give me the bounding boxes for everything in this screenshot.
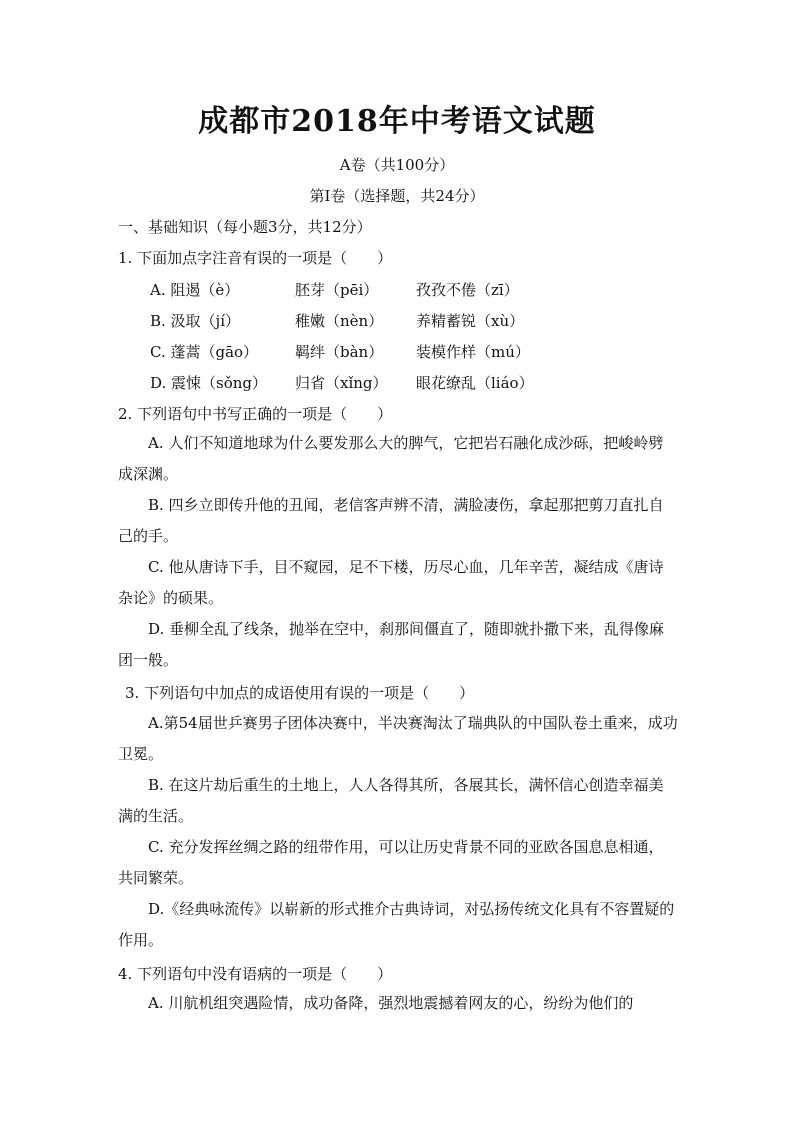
- q3-option-c: C. 充分发挥丝绸之路的纽带作用，可以让历史背景不同的亚欧各国息息相通，共同繁荣。: [118, 838, 664, 887]
- q1-option-a-2: 胚芽（pēi）: [295, 281, 379, 299]
- q2-option-c: C. 他从唐诗下手，目不窥园，足不下楼，历尽心血，几年辛苦，凝结成《唐诗杂论》的硕果。: [118, 558, 664, 607]
- part-1-heading: 第Ⅰ卷（选择题，共24分）: [309, 187, 485, 205]
- question-3-stem: 3. 下列语句中加点的成语使用有误的一项是（ ）: [125, 684, 475, 702]
- q3-option-b: B. 在这片劫后重生的土地上，人人各得其所，各展其长，满怀信心创造幸福美满的生活。: [118, 776, 664, 825]
- q2-option-d: D. 垂柳全乱了线条，抛举在空中，刹那间僵直了，随即就扑撒下来，乱得像麻团一般。: [118, 620, 665, 669]
- q1-option-d-3: 眼花缭乱（liáo）: [416, 374, 534, 392]
- q1-option-a-1: A. 阻遏（è）: [150, 281, 240, 299]
- q1-option-c-2: 羁绊（bàn）: [295, 343, 384, 361]
- q2-option-b: B. 四乡立即传升他的丑闻，老信客声辨不清，满脸凄伤，拿起那把剪刀直扎自己的手。: [118, 496, 664, 545]
- q1-option-b-3: 养精蓄锐（xù）: [416, 312, 525, 330]
- q1-option-c-3: 装模作样（mú）: [416, 343, 530, 361]
- q1-option-b-2: 稚嫩（nèn）: [295, 312, 384, 330]
- basic-knowledge-heading: 一、基础知识（每小题3分，共12分）: [118, 218, 372, 236]
- page-title: 成都市2018年中考语文试题: [198, 104, 596, 139]
- question-2-stem: 2. 下列语句中书写正确的一项是（ ）: [118, 405, 393, 423]
- section-a-heading: A卷（共100分）: [339, 156, 455, 174]
- q1-option-c-1: C. 蓬蒿（gāo）: [150, 343, 259, 361]
- q1-option-a-3: 孜孜不倦（zī）: [416, 281, 519, 299]
- q4-option-a: A. 川航机组突遇险情，成功备降，强烈地震撼着网友的心，纷纷为他们的: [148, 994, 634, 1012]
- q3-option-d: D.《经典咏流传》以崭新的形式推介古典诗词，对弘扬传统文化具有不容置疑的作用。: [118, 900, 675, 949]
- q1-option-b-1: B. 汲取（jí）: [150, 312, 241, 330]
- q1-option-d-1: D. 震悚（sǒng）: [150, 374, 268, 392]
- question-4-stem: 4. 下列语句中没有语病的一项是（ ）: [118, 965, 393, 983]
- question-1-stem: 1. 下面加点字注音有误的一项是（ ）: [118, 249, 393, 267]
- q1-option-d-2: 归省（xǐng）: [295, 374, 388, 392]
- q3-option-a: A.第54届世乒赛男子团体决赛中，半决赛淘汰了瑞典队的中国队卷土重来，成功卫冕。: [118, 714, 678, 763]
- q2-option-a: A. 人们不知道地球为什么要发那么大的脾气，它把岩石融化成沙砾，把峻岭劈成深渊。: [118, 434, 664, 483]
